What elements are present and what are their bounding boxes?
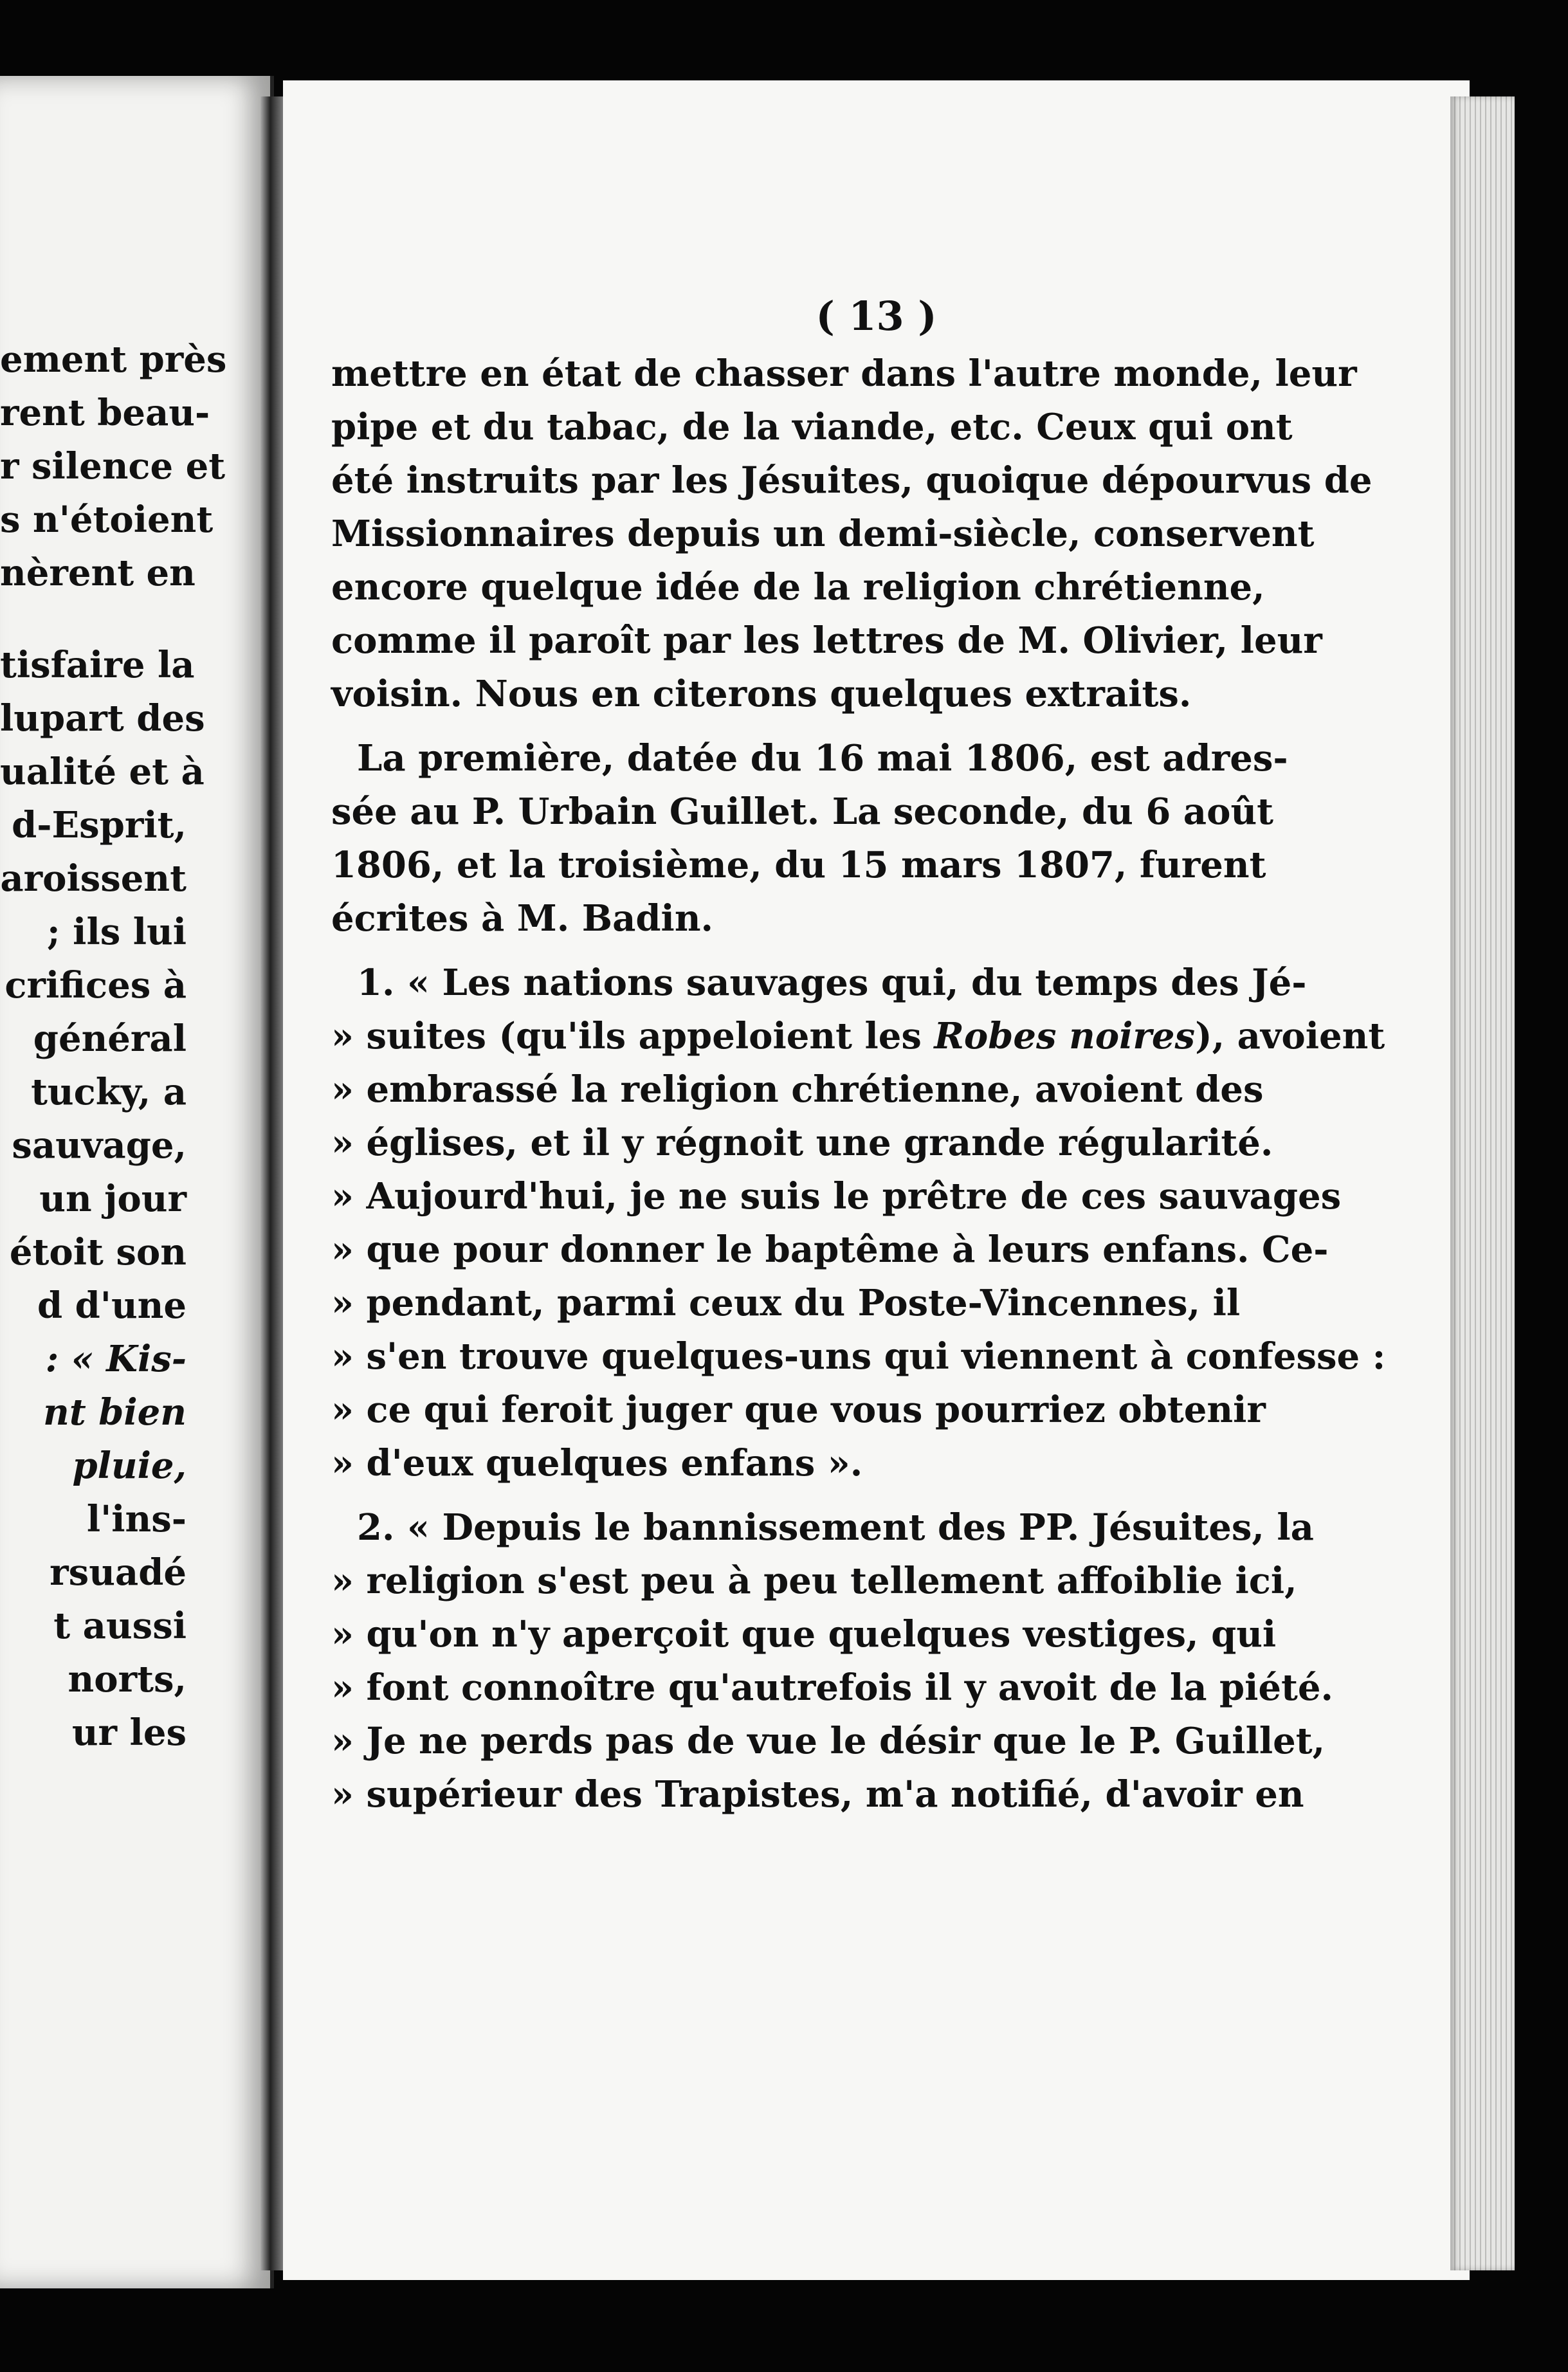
body-text — [331, 347, 1386, 1821]
text-line: sée au P. Urbain Guillet. La seconde, du 6 août — [331, 790, 1274, 833]
left-line: l'ins- — [86, 1498, 187, 1540]
text-line: encore quelque idée de la religion chrétienne, — [331, 566, 1265, 608]
text-line: » embrassé la religion chrétienne, avoient des — [331, 1068, 1264, 1111]
text-line: » pendant, parmi ceux du Poste-Vincennes, il — [331, 1282, 1241, 1324]
left-paragraph-gap — [0, 600, 270, 639]
left-line: ur les — [71, 1711, 187, 1754]
left-line: général — [33, 1017, 187, 1060]
text-line: pipe et du tabac, de la viande, etc. Ceux qui ont — [331, 406, 1293, 448]
page-edges — [1450, 96, 1515, 2270]
left-line: sauvage, — [12, 1124, 187, 1167]
left-line: nèrent en — [0, 552, 196, 594]
left-line: t aussi — [53, 1605, 187, 1647]
text-segment: » suites (qu'ils appeloient les — [331, 1015, 934, 1057]
left-line: lupart des — [0, 697, 205, 740]
left-line: tisfaire la — [0, 644, 195, 686]
left-line: tucky, a — [31, 1071, 187, 1113]
book-gutter — [260, 96, 285, 2270]
text-line — [331, 1010, 1385, 1063]
text-line: » églises, et il y régnoit une grande régularité. — [331, 1122, 1273, 1164]
text-line: » religion s'est peu à peu tellement affoiblie ici, — [331, 1560, 1297, 1602]
text-line: » font connoître qu'autrefois il y avoit de la piété. — [331, 1666, 1334, 1709]
text-line: été instruits par les Jésuites, quoique dépourvus de — [331, 459, 1372, 502]
text-line: » supérieur des Trapistes, m'a notifié, d'avoir en — [331, 1773, 1304, 1816]
text-line: » Aujourd'hui, je ne suis le prêtre de ces sauvages — [331, 1175, 1342, 1218]
text-line: voisin. Nous en citerons quelques extraits. — [331, 673, 1192, 715]
text-line: Missionnaires depuis un demi-siècle, conservent — [331, 513, 1315, 555]
left-line: rsuadé — [50, 1551, 187, 1594]
left-line: étoit son — [9, 1231, 187, 1273]
text-segment: ), avoient — [1195, 1015, 1385, 1057]
left-line: aroissent — [0, 857, 187, 900]
text-line: 1. « Les nations sauvages qui, du temps des Jé- — [357, 962, 1307, 1004]
text-line: 2. « Depuis le bannissement des PP. Jésuites, la — [357, 1506, 1314, 1549]
text-line: » que pour donner le baptême à leurs enfans. Ce- — [331, 1228, 1329, 1271]
left-line: norts, — [68, 1658, 187, 1701]
left-line: nt bien — [43, 1391, 187, 1434]
left-page — [0, 76, 274, 2288]
text-line: mettre en état de chasser dans l'autre monde, leur — [331, 352, 1357, 395]
text-line: comme il paroît par les lettres de M. Olivier, leur — [331, 619, 1322, 662]
text-line: » s'en trouve quelques-uns qui viennent à confesse : — [331, 1335, 1386, 1378]
left-page-text — [0, 333, 270, 1760]
text-line: » Je ne perds pas de vue le désir que le P. Guillet, — [331, 1720, 1326, 1762]
left-line: ; ils lui — [47, 911, 187, 953]
left-line: pluie, — [72, 1445, 187, 1487]
left-line: crifices à — [5, 964, 187, 1007]
text-line: 1806, et la troisième, du 15 mars 1807, furent — [331, 844, 1266, 886]
left-line: : « Kis- — [45, 1338, 187, 1380]
left-line: d d'une — [37, 1284, 187, 1327]
left-line: un jour — [39, 1178, 187, 1220]
text-line: » ce qui feroit juger que vous pourriez obtenir — [331, 1389, 1266, 1431]
page-number: ( 13 ) — [816, 293, 937, 340]
left-line: r silence et — [0, 445, 226, 488]
left-line: d-Esprit, — [12, 804, 187, 846]
text-line: La première, datée du 16 mai 1806, est adres- — [357, 737, 1288, 780]
left-line: ement près — [0, 338, 227, 381]
left-line: s n'étoient — [0, 498, 214, 541]
text-line: » d'eux quelques enfans ». — [331, 1442, 863, 1484]
left-line: ualité et à — [0, 751, 205, 793]
text-line: » qu'on n'y aperçoit que quelques vestiges, qui — [331, 1613, 1277, 1656]
left-line: rent beau- — [0, 392, 210, 434]
italic-text: Robes noires — [934, 1015, 1196, 1057]
text-line: écrites à M. Badin. — [331, 897, 714, 940]
